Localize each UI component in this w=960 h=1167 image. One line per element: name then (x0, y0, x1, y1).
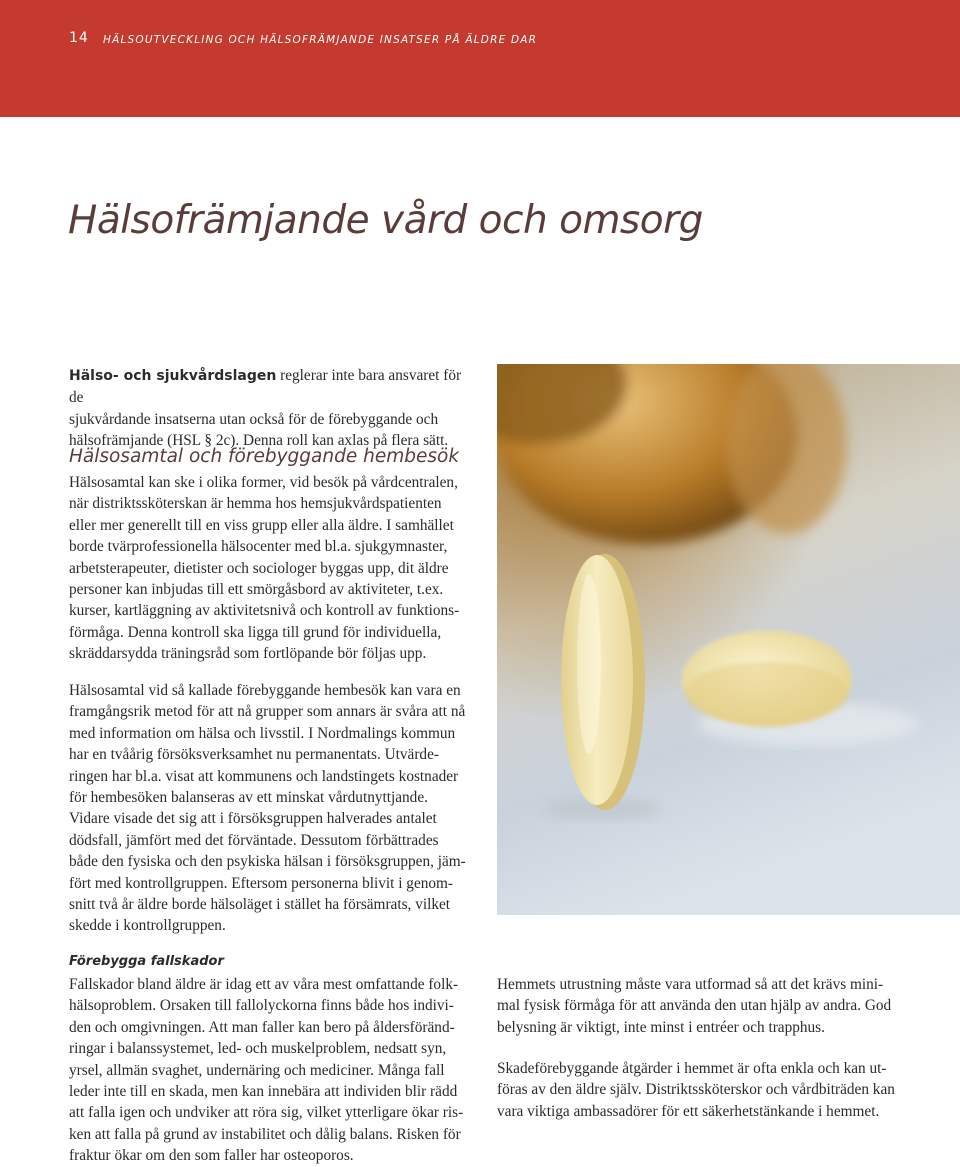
text-line: snitt två år äldre borde hälsoläget i stället ha försämrats, vilket (69, 896, 451, 914)
text-line: vara viktiga ambassadörer för ett säkerhetstänkande i hemmet. (497, 1102, 880, 1120)
text-line: föras av den äldre själv. Distriktssköterskor och vårdbiträden kan (497, 1081, 895, 1099)
section-heading-health-talks: Hälsosamtal och förebyggande hembesök (69, 446, 460, 467)
text-line: den och omgivningen. Att man faller kan bero på åldersföränd- (69, 1018, 455, 1036)
text-line: Hälsosamtal vid så kallade förebyggande hembesök kan vara en (69, 682, 461, 699)
section-heading-fall-prevention: Förebygga fallskador (69, 954, 224, 969)
text-line: belysning är viktigt, inte minst i entréer och trapphus. (497, 1018, 825, 1036)
text-line: har en tvåårig försöksverksamhet nu permanentats. Utvärde- (69, 746, 439, 764)
running-title: HÄLSOUTVECKLING OCH HÄLSOFRÄMJANDE INSATSER PÅ ÄLDRE DAR (103, 34, 538, 46)
text-line: Skadeförebyggande åtgärder i hemmet är ofta enkla och kan ut- (497, 1060, 887, 1077)
text-line: för hembesöken balanseras av ett minskat vårdutnyttjande. (69, 789, 428, 807)
injury-prevention-paragraph (497, 1058, 917, 1122)
text-line: arbetsterapeuter, dietister och sociologer byggas upp, dit äldre (69, 559, 449, 577)
text-line: Vidare visade det sig att i försöksgruppen halverades antalet (69, 810, 437, 828)
text-line: både den fysiska och den psykiska hälsan i försöksgruppen, jäm- (69, 853, 466, 871)
text-line: yrsel, allmän svaghet, undernäring och mediciner. Många fall (69, 1061, 445, 1079)
text-line: fraktur ökar om den som faller har osteoporos. (69, 1147, 354, 1165)
text-line: Hälsosamtal kan ske i olika former, vid besök på vårdcentralen, (69, 474, 458, 491)
text-line: förmåga. Denna kontroll ska ligga till grund för individuella, (69, 623, 442, 641)
text-line: borde tvärprofessionella hälsocenter med bl.a. sjukgymnaster, (69, 538, 448, 556)
text-line: ringen har bl.a. visat att kommunens och landstingets kostnader (69, 767, 459, 785)
health-talks-paragraph-2 (69, 680, 479, 937)
pills-illustration (497, 364, 960, 915)
text-line: fört med kontrollgruppen. Eftersom personerna blivit i genom- (69, 874, 454, 892)
intro-paragraph (69, 365, 479, 452)
text-line: dödsfall, jämfört med det förväntade. Dessutom förbättrades (69, 831, 439, 849)
text-line: ringar i balanssystemet, led- och muskelproblem, nedsatt syn, (69, 1040, 447, 1058)
pills-photo (497, 364, 960, 915)
text-line: när distriktssköterskan är hemma hos hemsjukvårdspatienten (69, 495, 442, 513)
page-title: Hälsofrämjande vård och omsorg (68, 198, 703, 243)
home-equipment-paragraph (497, 974, 917, 1038)
intro-line: hälsofrämjande (HSL § 2c). Denna roll kan axlas på flera sätt. (69, 432, 449, 450)
text-line: skräddarsydda träningsråd som fortlöpande bör följas upp. (69, 645, 427, 663)
text-line: hälsoproblem. Orsaken till fallolyckorna finns både hos indivi- (69, 997, 454, 1015)
text-line: mal fysisk förmåga för att använda den utan hjälp av andra. God (497, 997, 892, 1015)
text-line: Hemmets utrustning måste vara utformad så att det krävs mini- (497, 976, 884, 993)
text-line: framgångsrik metod för att nå grupper som annars är svåra att nå (69, 703, 466, 721)
text-line: personer kan inbjudas till ett smörgåsbord av aktiviteter, t.ex. (69, 581, 444, 599)
text-line: leder inte till en skada, men kan innebära att individen blir rädd (69, 1083, 458, 1101)
text-line: Fallskador bland äldre är idag ett av våra mest omfattande folk- (69, 976, 459, 993)
intro-line: reglerar inte bara ansvaret för de (69, 367, 462, 407)
text-line: med information om hälsa och livsstil. I Nordmalings kommun (69, 724, 456, 742)
text-line: att falla igen och undviker att röra sig, vilket ytterligare ökar ris- (69, 1104, 464, 1122)
intro-line: sjukvårdande insatserna utan också för de förebyggande och (69, 410, 439, 428)
fall-prevention-paragraph (69, 974, 479, 1167)
intro-lead: Hälso- och sjukvårdslagen (69, 368, 277, 384)
page-number: 14 (69, 30, 89, 46)
header-band (0, 0, 960, 117)
text-line: eller mer generellt till en viss grupp eller alla äldre. I samhället (69, 516, 454, 534)
text-line: ken att falla på grund av instabilitet och dålig balans. Risken för (69, 1125, 461, 1143)
text-line: kurser, kartläggning av aktivitetsnivå och kontroll av funktions- (69, 602, 460, 620)
health-talks-paragraph-1 (69, 472, 479, 665)
text-line: skedde i kontrollgruppen. (69, 917, 226, 935)
